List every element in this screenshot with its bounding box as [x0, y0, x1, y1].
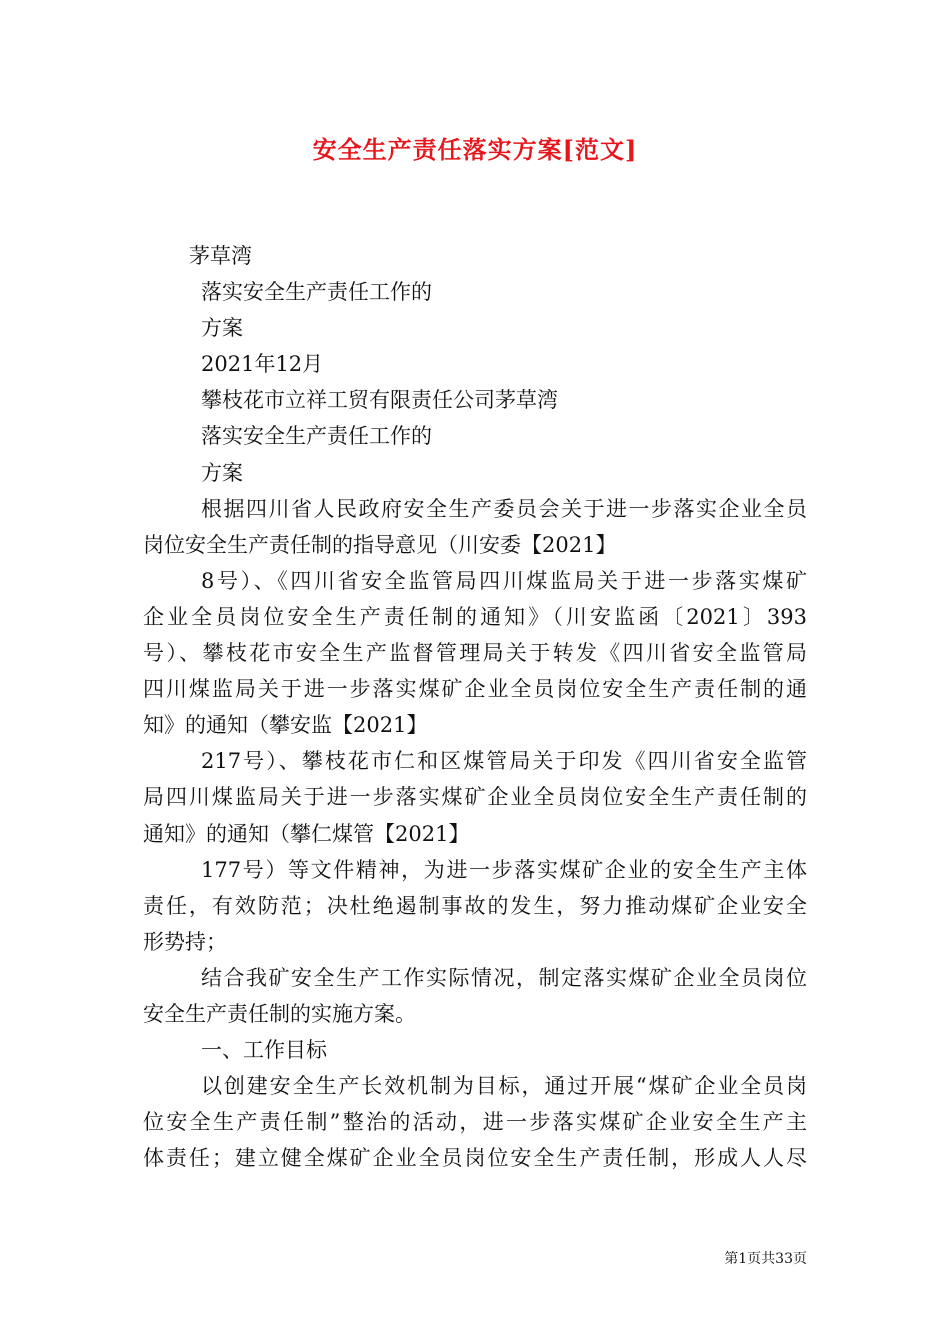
body-line: 位安全生产责任制”整治的活动，进一步落实煤矿企业安全生产主	[143, 1110, 807, 1135]
page-title: 安全生产责任落实方案[范文]	[312, 135, 638, 164]
body-line: 落实安全生产责任工作的	[201, 280, 432, 305]
body-line: 2021年12月	[201, 352, 324, 377]
body-line: 四川煤监局关于进一步落实煤矿企业全员岗位安全生产责任制的通	[143, 677, 807, 702]
body-line: 以创建安全生产长效机制为目标，通过开展“煤矿企业全员岗	[201, 1074, 807, 1099]
body-line: 责任，有效防范；决杜绝遏制事故的发生，努力推动煤矿企业安全	[143, 893, 807, 918]
body-line: 企业全员岗位安全生产责任制的通知》（川安监函〔2021〕393	[143, 604, 807, 629]
body-line: 通知》的通知（攀仁煤管【2021】	[143, 821, 470, 846]
body-line: 局四川煤监局关于进一步落实煤矿企业全员岗位安全生产责任制的	[143, 785, 807, 810]
body-line: 落实安全生产责任工作的	[201, 424, 432, 449]
body-line: 攀枝花市立祥工贸有限责任公司茅草湾	[201, 388, 558, 413]
page-number: 第1页共33页	[724, 1251, 807, 1267]
body-line: 茅草湾	[189, 244, 252, 268]
body-line: 安全生产责任制的实施方案。	[143, 1001, 416, 1026]
body-line: 号）、攀枝花市安全生产监督管理局关于转发《四川省安全监管局	[143, 641, 807, 666]
body-line: 方案	[201, 316, 243, 341]
body-line: 岗位安全生产责任制的指导意见（川安委【2021】	[143, 532, 617, 557]
body-line: 一、工作目标	[201, 1038, 327, 1063]
body-line: 根据四川省人民政府安全生产委员会关于进一步落实企业全员	[201, 496, 807, 521]
body-line: 形势持；	[143, 929, 227, 954]
body-line: 知》的通知（攀安监【2021】	[143, 713, 428, 738]
body-line: 8号）、《四川省安全监管局四川煤监局关于进一步落实煤矿	[201, 568, 807, 593]
document-body	[143, 238, 807, 1176]
body-line: 217号）、攀枝花市仁和区煤管局关于印发《四川省安全监管	[201, 749, 807, 774]
body-line: 结合我矿安全生产工作实际情况，制定落实煤矿企业全员岗位	[201, 965, 807, 990]
body-line: 方案	[201, 460, 243, 485]
body-line: 177号）等文件精神，为进一步落实煤矿企业的安全生产主体	[201, 857, 807, 882]
body-line: 体责任；建立健全煤矿企业全员岗位安全生产责任制，形成人人尽	[143, 1146, 807, 1171]
